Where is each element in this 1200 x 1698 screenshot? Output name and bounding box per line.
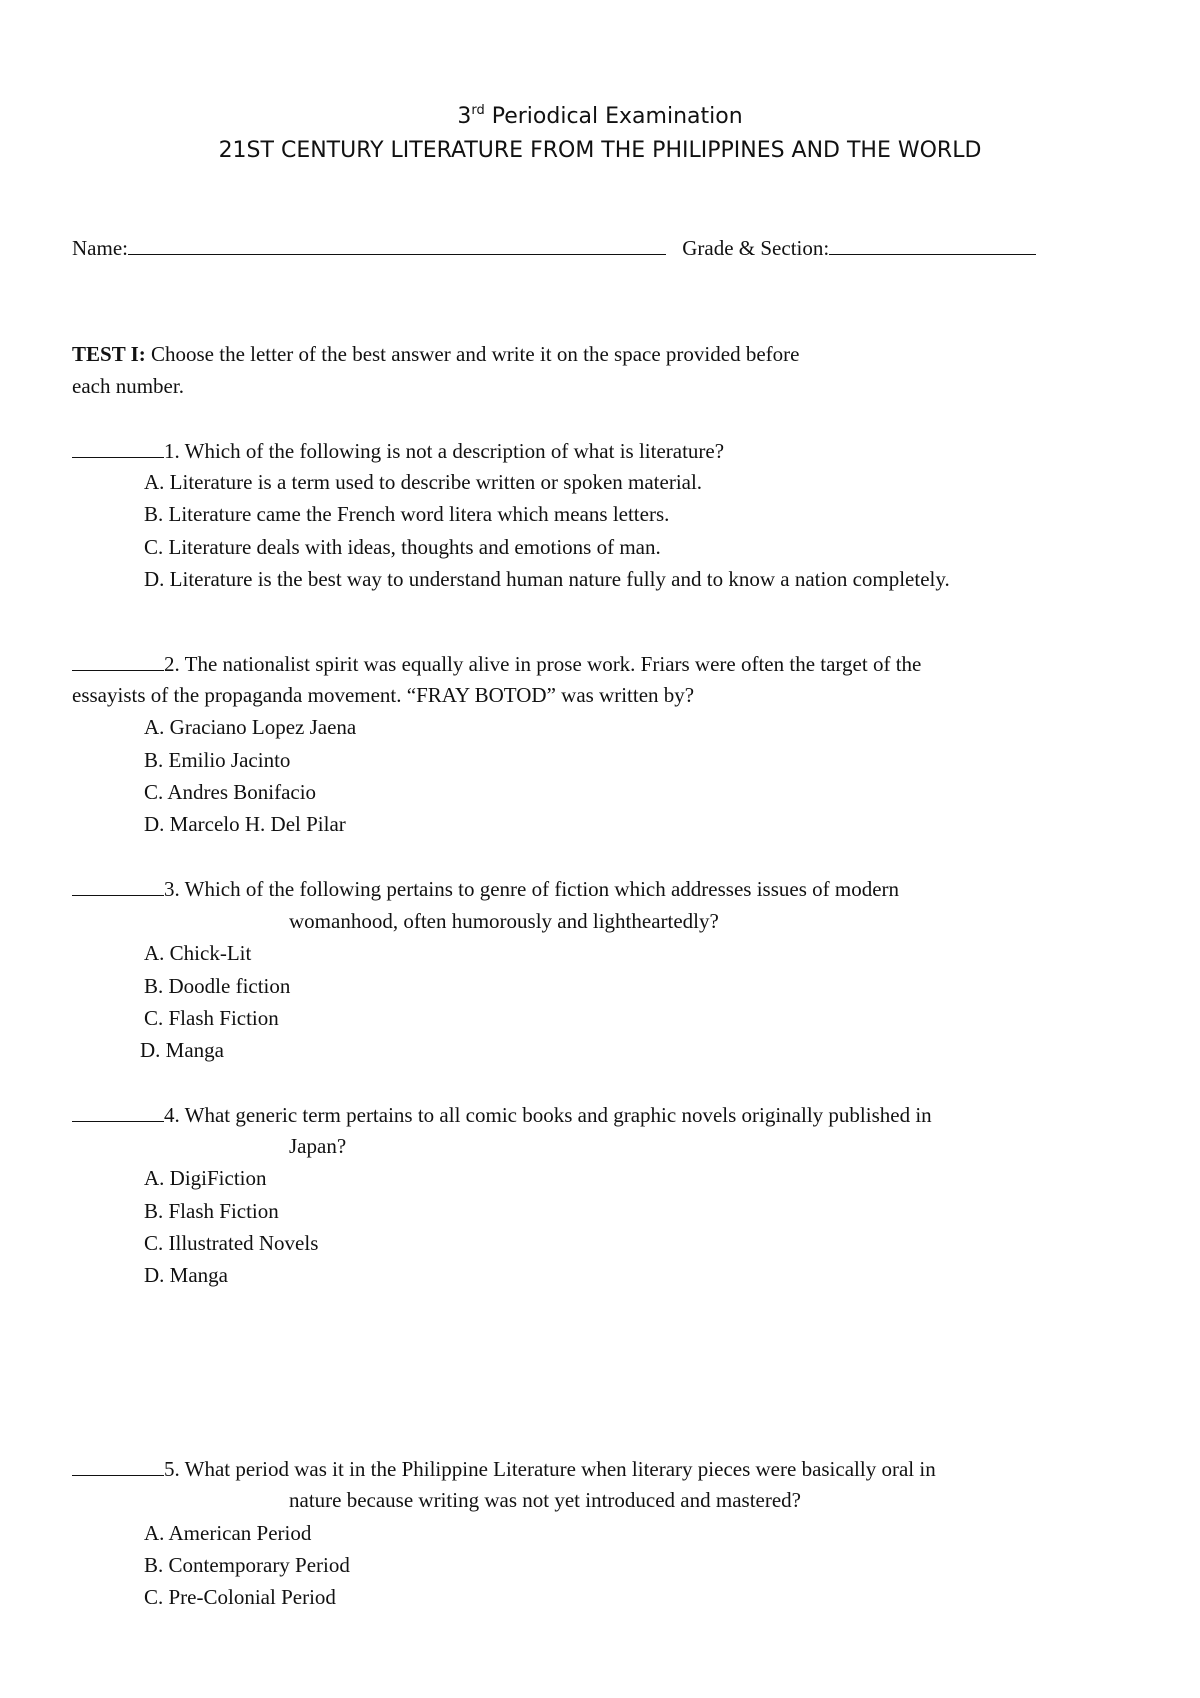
answer-blank-4[interactable] [72, 1099, 164, 1122]
title-text: Periodical Examination [484, 104, 743, 129]
question-1-option-b: B. Literature came the French word litera which means letters. [144, 502, 670, 526]
question-5-option-a: A. American Period [144, 1521, 312, 1545]
question-5 [72, 1453, 936, 1484]
test1-instruction-line1: Choose the letter of the best answer and write it on the space provided before [145, 342, 800, 366]
question-2-stem-line1: 2. The nationalist spirit was equally alive in prose work. Friars were often the target of the [164, 652, 922, 676]
question-3-stem-line2: womanhood, often humorously and lightheartedly? [289, 909, 719, 933]
question-4-stem-line2: Japan? [289, 1134, 347, 1158]
name-field[interactable] [128, 232, 666, 255]
answer-blank-2[interactable] [72, 648, 164, 671]
exam-title [0, 102, 1200, 132]
question-4-option-a: A. DigiFiction [144, 1166, 267, 1190]
question-3-stem-line1: 3. Which of the following pertains to genre of fiction which addresses issues of modern [164, 877, 900, 901]
question-2-stem-line2: essayists of the propaganda movement. “FRAY BOTOD” was written by? [72, 683, 695, 707]
question-2-option-d: D. Marcelo H. Del Pilar [144, 812, 346, 836]
test1-heading: TEST I: [72, 342, 146, 366]
question-5-option-b: B. Contemporary Period [144, 1553, 350, 1577]
question-3 [72, 873, 899, 904]
question-1 [72, 435, 724, 466]
question-1-option-c: C. Literature deals with ideas, thoughts and emotions of man. [144, 535, 661, 559]
question-4 [72, 1099, 932, 1130]
question-4-option-d: D. Manga [144, 1263, 228, 1287]
question-2 [72, 648, 921, 679]
question-4-option-c: C. Illustrated Novels [144, 1231, 319, 1255]
title-superscript: rd [471, 103, 485, 118]
question-2-option-a: A. Graciano Lopez Jaena [144, 715, 357, 739]
question-4-stem-line1: 4. What generic term pertains to all comic books and graphic novels originally published in [164, 1103, 932, 1127]
question-3-option-b: B. Doodle fiction [144, 974, 291, 998]
question-3-option-d: D. Manga [140, 1038, 224, 1062]
exam-subtitle: 21ST CENTURY LITERATURE FROM THE PHILIPPINES AND THE WORLD [218, 138, 982, 163]
question-2-option-c: C. Andres Bonifacio [144, 780, 317, 804]
question-5-stem-line2: nature because writing was not yet introduced and mastered? [289, 1488, 801, 1512]
question-4-option-b: B. Flash Fiction [144, 1199, 279, 1223]
question-1-stem: 1. Which of the following is not a description of what is literature? [164, 439, 725, 463]
question-2-option-b: B. Emilio Jacinto [144, 748, 291, 772]
title-number: 3 [457, 104, 472, 129]
question-3-option-a: A. Chick-Lit [144, 941, 252, 965]
name-label: Name: [72, 236, 128, 260]
question-3-option-c: C. Flash Fiction [144, 1006, 279, 1030]
question-5-option-c: C. Pre-Colonial Period [144, 1585, 336, 1609]
test1-instruction [72, 339, 799, 369]
question-5-stem-line1: 5. What period was it in the Philippine Literature when literary pieces were basically oral in [164, 1457, 936, 1481]
answer-blank-1[interactable] [72, 435, 164, 458]
grade-section-label: Grade & Section: [682, 236, 830, 260]
student-info-row [72, 232, 1037, 263]
grade-section-field[interactable] [829, 232, 1036, 255]
answer-blank-5[interactable] [72, 1453, 164, 1476]
question-1-option-a: A. Literature is a term used to describe written or spoken material. [144, 470, 703, 494]
answer-blank-3[interactable] [72, 873, 164, 896]
test1-instruction-line2: each number. [72, 374, 184, 398]
question-1-option-d: D. Literature is the best way to understand human nature fully and to know a nation completely. [144, 567, 950, 591]
